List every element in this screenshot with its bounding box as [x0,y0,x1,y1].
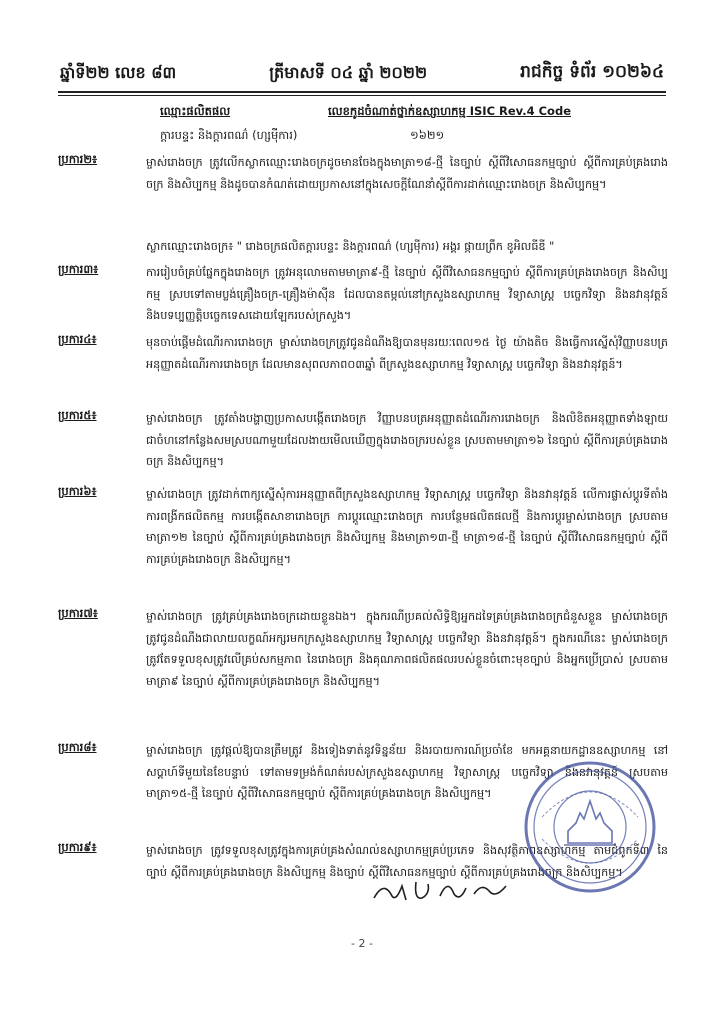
article-text: ការរៀបចំគ្រប់ផ្នែកក្នុងរោងចក្រ ត្រូវអនុលោមតាមមាត្រា៩-ថ្មី នៃច្បាប់ ស្តីពីវិសោធនកម្មច្បាប់ ស្តីពីការគ្រប់គ្រងរោងចក្រ និងសិប្បកម្ម ស្របទៅតាមប្លង់គ្រឿងចក្រ-គ្រឿងម៉ាស៊ីន ដែលបានតម្កល់នៅក្រសួងឧស្សាហកម្ម វិទ្យាសាស្ត្រ បច្ចេកវិទ្យា និងនវានុវត្តន៍ និងបទប្បញ្ញត្តិបច្ចេកទេសដោយឡែករបស់ក្រសួង។ [146,266,668,322]
signature-icon [370,872,510,908]
article-label: ប្រការ៧៖ [58,606,98,620]
page-footer: - 2 - [351,937,373,950]
article-label: ប្រការ៣៖ [58,262,99,276]
header-rule-thin [58,95,666,96]
ministry-seal-icon [520,757,660,897]
article-text: ម្ចាស់រោងចក្រ ត្រូវទទួលខុសត្រូវក្នុងការគ្រប់គ្រងសំណល់ឧស្សាហកម្មគ្រប់ប្រភេទ និងសុវត្ថិភាពឧស្សាហកម្ម តាមជំពូកទី៣ នៃច្បាប់ ស្តីពីការគ្រប់គ្រងរោងចក្រ និងសិប្បកម្ម និងច្បាប់ ស្តីពីវិសោធនកម្មច្បាប់ ស្តីពីការគ្រប់គ្រងរោងចក្រ និងសិប្បកម្ម។ [146,844,668,879]
article-text: ម្ចាស់រោងចក្រ ត្រូវផ្តល់ឱ្យបានត្រឹមត្រូវ និងទៀងទាត់នូវទិន្នន័យ និងរបាយការណ៍ប្រចាំខែ មកអគ្គនាយកដ្ឋានឧស្សាហកម្ម នៅសប្តាហ៍ទីមួយនៃខែបន្ទាប់ ទៅតាមទម្រង់កំណត់របស់ក្រសួងឧស្សាហកម្ម វិទ្យាសាស្ត្រ បច្ចេកវិទ្យា និងនវានុវត្តន៍ ស្របតាមមាត្រា១៥-ថ្មី នៃច្បាប់ ស្តីពីវិសោធនកម្មច្បាប់ ស្តីពីការគ្រប់គ្រងរោងចក្រ និងសិប្បកម្ម។ [146,744,668,800]
article-text: ម្ចាស់រោងចក្រ ត្រូវដាក់ពាក្យស្នើសុំការអនុញ្ញាតពីក្រសួងឧស្សាហកម្ម វិទ្យាសាស្ត្រ បច្ចេកវិទ្យា និងនវានុវត្តន៍ លើការផ្លាស់ប្តូរទីតាំង ការពង្រីកផលិតកម្ម ការបង្កើតសាខារោងចក្រ ការប្តូរឈ្មោះរោងចក្រ ការបន្ថែមផលិតផលថ្មី និងការប្តូរម្ចាស់រោងចក្រ ស្របតាមមាត្រា១២ នៃច្បាប់ ស្តីពីការគ្រប់គ្រងរោងចក្រ និងសិប្បកម្ម និងមាត្រា១៣-ថ្មី មាត្រា១៨-ថ្មី នៃច្បាប់ ស្តីពីវិសោធនកម្មច្បាប់ ស្តីពីការគ្រប់គ្រងរោងចក្រ និងសិប្បកម្ម។ [146,488,668,566]
article-text: ម្ចាស់រោងចក្រ ត្រូវលើកស្លាកឈ្មោះរោងចក្រដូចមានចែងក្នុងមាត្រា១៨-ថ្មី នៃច្បាប់ ស្តីពីវិសោធនកម្មច្បាប់ ស្តីពីការគ្រប់គ្រងរោងចក្រ និងសិប្បកម្ម និងដូចបានកំណត់ដោយប្រកាសនៅក្នុងសេចក្តីណែនាំស្តីពីការដាក់ឈ្មោះរោងចក្រ និងសិប្បកម្ម។ [146,156,668,191]
gazette-page-number: រាជកិច្ច ទំព័រ ១០២៦៤ [520,62,664,82]
article-text: ម្ចាស់រោងចក្រ ត្រូវគ្រប់គ្រងរោងចក្រដោយខ្លួនឯង។ ក្នុងករណីប្រគល់សិទ្ធិឱ្យអ្នកដទៃគ្រប់គ្រងរោងចក្រជំនួសខ្លួន ម្ចាស់រោងចក្រត្រូវជូនដំណឹងជាលាយលក្ខណ៍អក្សរមកក្រសួងឧស្សាហកម្ម វិទ្យាសាស្ត្រ បច្ចេកវិទ្យា និងនវានុវត្តន៍។ ក្នុងករណីនេះ ម្ចាស់រោងចក្រត្រូវតែទទួលខុសត្រូវលើគ្រប់សកម្មភាព នៃរោងចក្រ និងគុណភាពផលិតផលរបស់ខ្លួនចំពោះមុខច្បាប់ និងអ្នកប្រើប្រាស់ ស្របតាមមាត្រា៩ នៃច្បាប់ ស្តីពីការគ្រប់គ្រងរោងចក្រ និងសិប្បកម្ម។ [146,610,668,688]
isic-code: ១៦២១ [410,128,445,142]
product-name: ក្តារបន្ទះ និងក្តារពណ៌ (ហ្សម៉ីការ) [160,128,298,142]
article-label: ប្រការ៤៖ [58,332,97,346]
article-text: មុនចាប់ផ្តើមដំណើរការរោងចក្រ ម្ចាស់រោងចក្រត្រូវជូនដំណឹងឱ្យបានមុនរយៈពេល១៥ ថ្ងៃ យ៉ាងតិច និងធ្វើការស្នើសុំវិញ្ញាបនបត្រអនុញ្ញាតដំណើរការរោងចក្រ ដែលមានសុពលភាព០៣ឆ្នាំ ពីក្រសួងឧស្សាហកម្ម វិទ្យាសាស្ត្រ បច្ចេកវិទ្យា និងនវានុវត្តន៍។ [146,336,668,371]
article-label: ប្រការ២៖ [58,152,98,166]
product-column-header: ឈ្មោះផលិតផល [160,104,231,118]
article-label: ប្រការ៦៖ [58,484,97,498]
article-label: ប្រការ៥៖ [58,408,97,422]
header-rule [58,91,666,93]
article-text: ម្ចាស់រោងចក្រ ត្រូវតាំងបង្ហាញប្រកាសបង្កើតរោងចក្រ វិញ្ញាបនបត្រអនុញ្ញាតដំណើរការរោងចក្រ និងលិខិតអនុញ្ញាតទាំងឡាយ ជាចំហនៅកន្លែងសមស្របណាមួយដែលងាយមើលឃើញក្នុងរោងចក្ររបស់ខ្លួន ស្របតាមមាត្រា១៦ នៃច្បាប់ ស្តីពីការគ្រប់គ្រងរោងចក្រ និងសិប្បកម្ម។ [146,412,668,468]
gazette-header [60,56,664,86]
article-label: ប្រការ៨៖ [58,740,97,754]
code-column-header: លេខកូដចំណាត់ថ្នាក់ឧស្សាហកម្ម ISIC Rev.4 Code [328,104,571,118]
factory-sign-text: ស្លាកឈ្មោះរោងចក្រ៖ " រោងចក្រផលិតក្តារបន្ទះ និងក្តារពណ៌ (ហ្សម៉ីការ) អង្គរ ផ្កាយព្រឹក ខូអិលធីឌី " [146,240,555,253]
article-label: ប្រការ៩៖ [58,840,97,854]
year-issue: ឆ្នាំទី២២ លេខ ៨៣ [60,63,177,82]
gazette-date: ត្រីមាសទី ០៤ ឆ្នាំ ២០២២ [269,63,428,82]
